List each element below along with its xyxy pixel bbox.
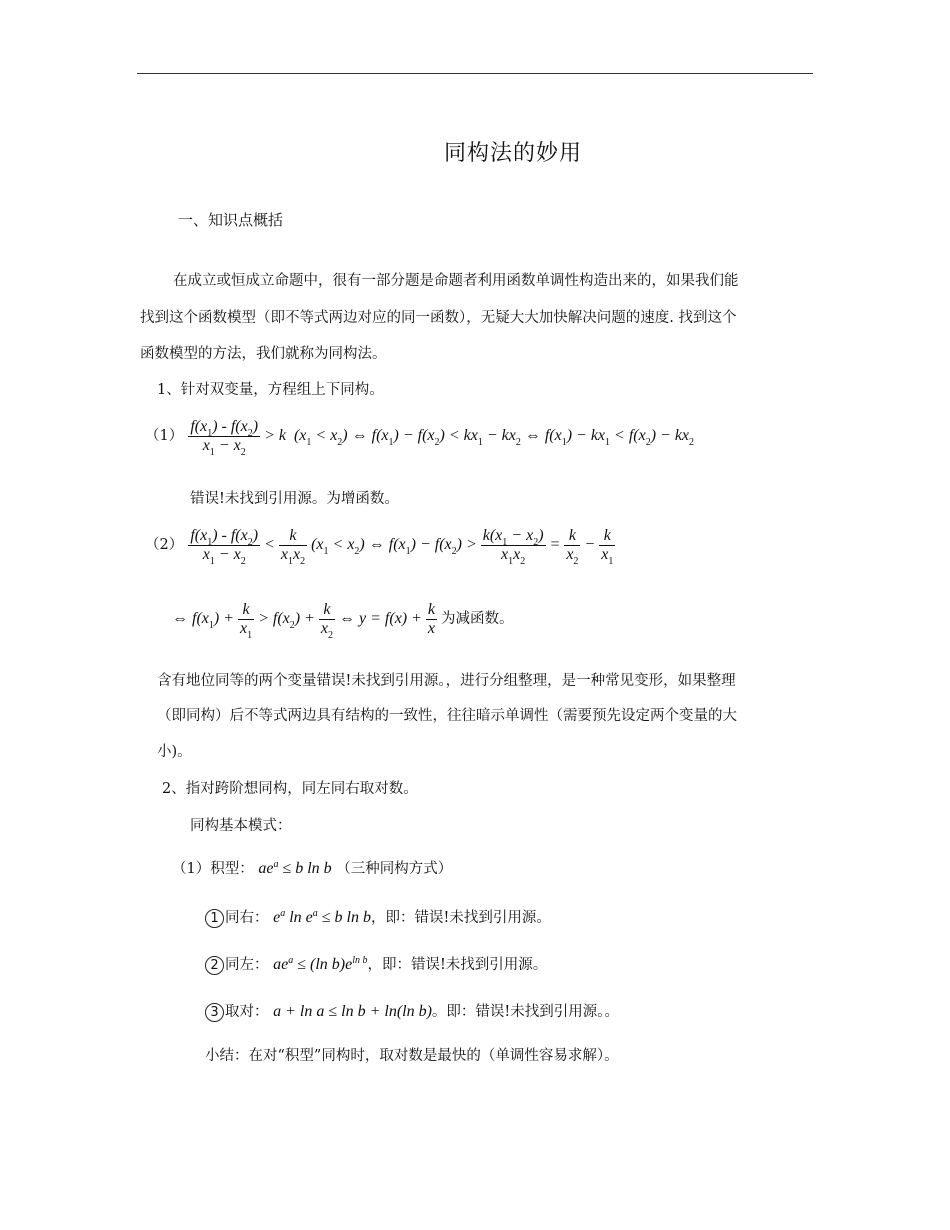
intro-line-1: 在成立或恒成立命题中，很有一部分题是命题者利用函数单调性构造出来的，如果我们能 <box>173 273 739 289</box>
equation-2-continued: ⇔ $f(x_1)$ + $\frac{k}{x_1}$ > $f(x_2)$ + $\frac{k}{x_2}$ ⇔ y = f(x) + $\frac{k}{x}$ 为减函数。 <box>172 601 514 641</box>
summary-line-1: 含有地位同等的两个变量错误!未找到引用源。，进行分组整理，是一种常见变形，如果整理 <box>157 673 736 689</box>
eq2-label: （2） <box>145 537 184 554</box>
equation-1: （1） $\frac{f(x_1) - f(x_2)}{x_1 - x_2}$ > k $(x_1 < x_2)$ ⇔ $f(x_1) - f(x_2) < kx_1 - kx_2$ ⇔ $f(x_1) - kx_1 < f(x_2) - kx_2$ <box>145 418 695 458</box>
eq2-suffix: 为减函数。 <box>441 611 514 628</box>
intro-line-3: 函数模型的方法，我们就称为同构法。 <box>140 346 387 362</box>
method-2-label: 同左： <box>225 957 269 973</box>
item-2-heading: 2、指对跨阶想同构，同左同右取对数。 <box>162 781 418 797</box>
item-1-heading: 1、针对双变量，方程组上下同构。 <box>157 382 384 398</box>
header-rule <box>137 73 813 74</box>
method-1-formula: $e^a$ $\ln e^a \le b$ ln b <box>273 908 371 926</box>
circled-number-2: 2 <box>205 956 224 975</box>
intro-line-2: 找到这个函数模型（即不等式两边对应的同一函数），无疑大大加快解决问题的速度. 找到这个 <box>140 310 737 326</box>
section-heading: 一、知识点概括 <box>178 211 284 229</box>
page-title: 同构法的妙用 <box>443 141 582 166</box>
method-3-suffix: 。即：错误!未找到引用源。。 <box>431 1004 619 1020</box>
eq1-fraction: $\frac{f(x_1) - f(x_2)}{x_1 - x_2}$ <box>190 418 259 458</box>
method-1 <box>205 908 551 930</box>
method-1-suffix: ，即：错误!未找到引用源。 <box>371 910 551 926</box>
method-2 <box>205 955 547 977</box>
product-type-formula: $ae^a \le b$ ln b <box>258 859 332 877</box>
method-3-formula: a + ln a ≤ ln b + ln(ln b) <box>273 1003 432 1020</box>
eq1-followup: 错误!未找到引用源。为增函数。 <box>190 491 399 507</box>
eq1-label: （1） <box>145 428 184 445</box>
circled-number-3: 3 <box>205 1003 224 1022</box>
method-2-suffix: ，即：错误!未找到引用源。 <box>367 957 548 973</box>
summary-line-3: 小)。 <box>157 744 192 760</box>
method-3-label: 取对： <box>225 1004 269 1020</box>
method-2-formula: $ae^a \le (\ln$ $b)e^{ln b}$ <box>273 955 368 973</box>
method-1-label: 同右： <box>225 910 269 926</box>
product-type-note: （三种同构方式） <box>336 861 453 877</box>
product-type-label: （1）积型： <box>172 861 254 877</box>
basic-mode-label: 同构基本模式： <box>190 818 292 834</box>
product-type-line <box>172 859 452 881</box>
equation-2: （2） $\frac{f(x_1) - f(x_2)}{x_1 - x_2}$ < $\frac{k}{x_1x_2}$ $(x_1 < x_2)$ ⇔ $f(x_1) - f(x_2)$ > $\frac{k(x_1 - x_2)}{x_1x_2}$ = $\frac{k}{x_2}$ − $\frac{k}{x_1}$ <box>145 527 614 567</box>
circled-number-1: 1 <box>205 909 224 928</box>
summary-line-2: （即同构）后不等式两边具有结构的一致性，往往暗示单调性（需要预先设定两个变量的大 <box>157 708 737 724</box>
method-3 <box>205 1002 619 1022</box>
conclusion: 小结：在对“积型”同构时，取对数是最快的（单调性容易求解）。 <box>205 1048 619 1064</box>
